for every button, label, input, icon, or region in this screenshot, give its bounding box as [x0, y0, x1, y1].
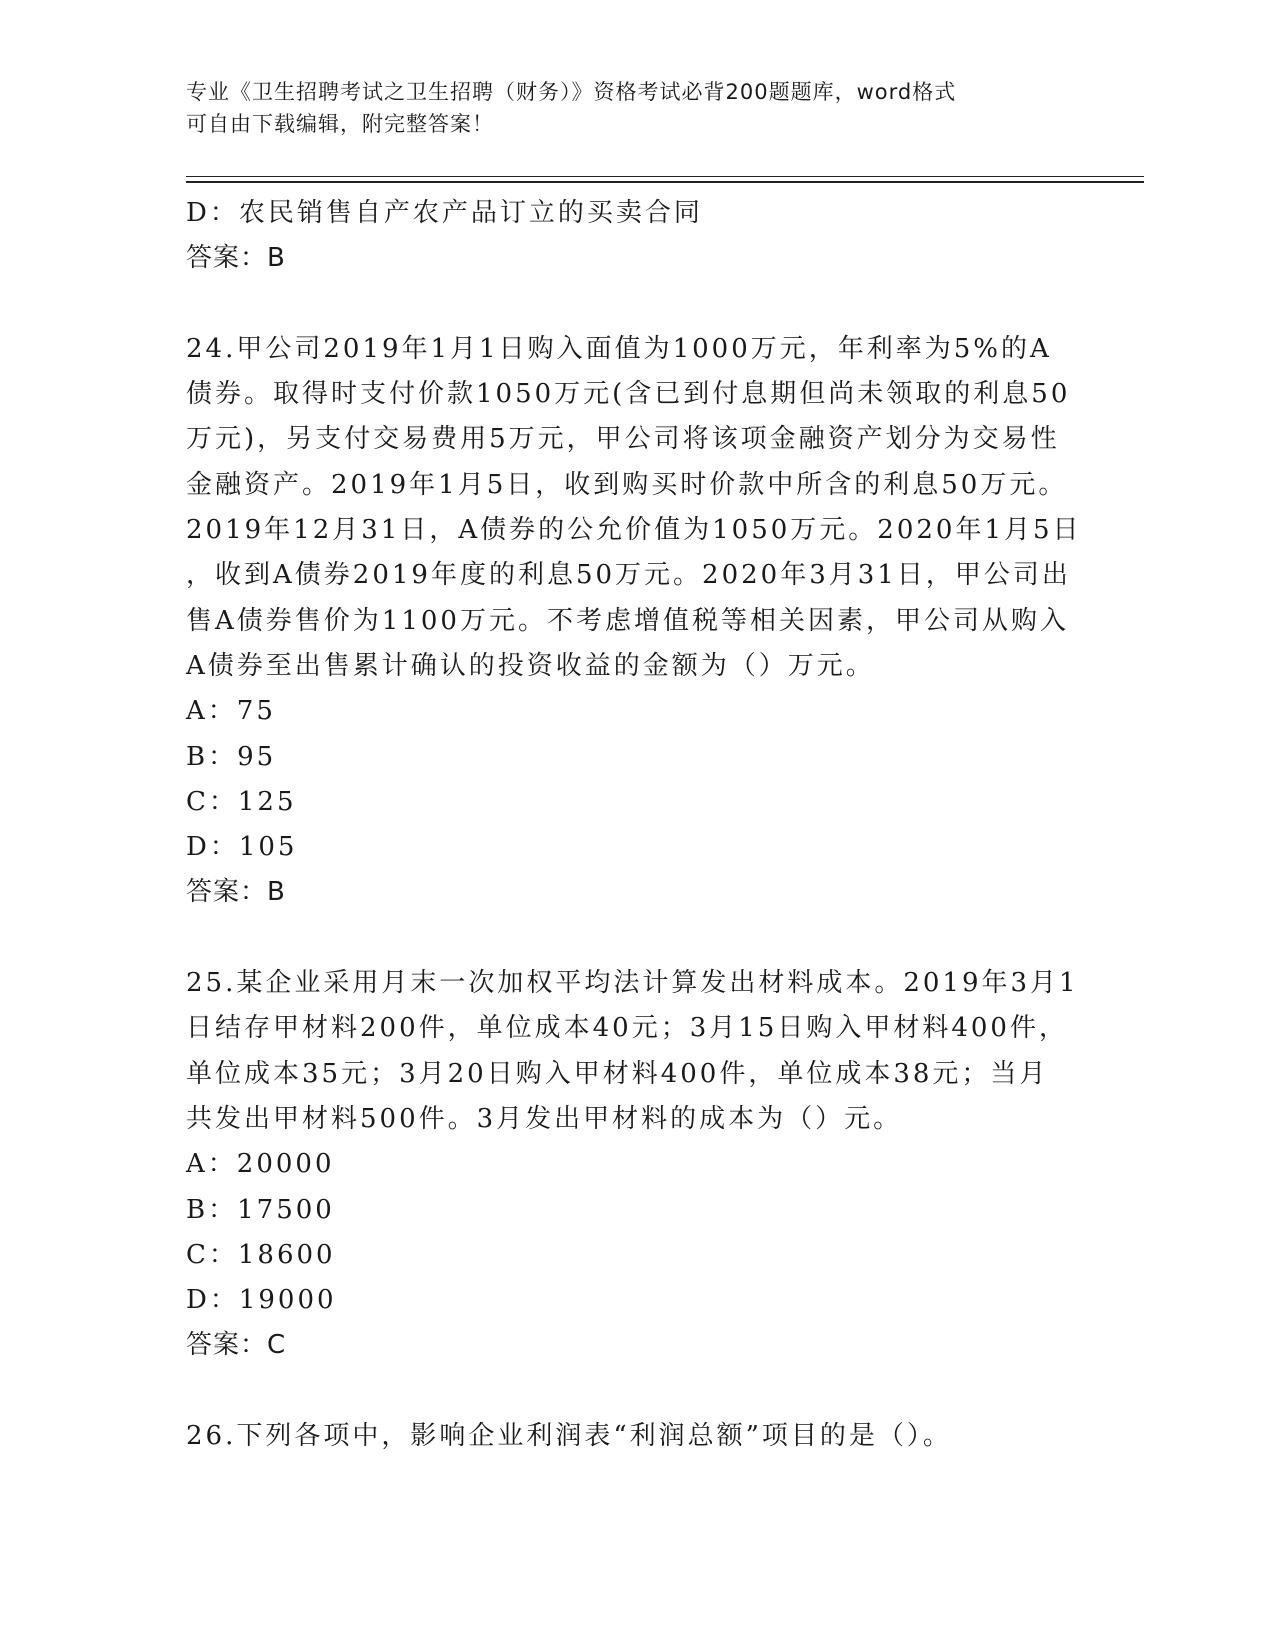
question-24-line: 万元)，另支付交易费用5万元，甲公司将该项金融资产划分为交易性 [186, 424, 1060, 455]
document-body [186, 191, 1086, 1459]
question-25-option-c: C：18600 [186, 1239, 336, 1270]
header-line-1: 专业《卫生招聘考试之卫生招聘（财务）》资格考试必背200题题库，word格式 [186, 80, 957, 104]
question-24-option-b: B：95 [186, 741, 277, 772]
spacer [186, 916, 1086, 961]
question-25-option-d: D：19000 [186, 1285, 337, 1316]
question-25-line: 25.某企业采用月末一次加权平均法计算发出材料成本。2019年3月1 [186, 968, 1079, 999]
prev-answer: 答案：B [186, 243, 286, 274]
question-24-line: 债券。取得时支付价款1050万元(含已到付息期但尚未领取的利息50 [186, 379, 1071, 410]
question-26 [186, 1414, 1086, 1459]
question-24-line: ，收到A债券2019年度的利息50万元。2020年3月31日，甲公司出 [186, 560, 1071, 591]
question-25-option-b: B：17500 [186, 1194, 335, 1225]
question-24 [186, 327, 1086, 916]
question-24-line: 24.甲公司2019年1月1日购入面值为1000万元，年利率为5%的A [186, 333, 1052, 364]
question-24-option-c: C：125 [186, 786, 297, 817]
prev-option-d: D：农民销售自产农产品订立的买卖合同 [186, 198, 703, 228]
question-24-line: 售A债券售价为1100万元。不考虑增值税等相关因素，甲公司从购入 [186, 605, 1069, 636]
header-line-2: 可自由下载编辑，附完整答案！ [186, 112, 494, 136]
question-24-line: 金融资产。2019年1月5日，收到购买时价款中所含的利息50万元。 [186, 469, 1068, 500]
question-24-option-d: D：105 [186, 832, 298, 863]
spacer [186, 282, 1086, 327]
header-divider-thick [186, 181, 1144, 183]
question-24-option-a: A：75 [186, 696, 276, 727]
question-25 [186, 961, 1086, 1369]
question-25-line: 共发出甲材料500件。3月发出甲材料的成本为（）元。 [186, 1103, 903, 1134]
page-header [186, 76, 1066, 140]
question-24-answer: 答案：B [186, 877, 286, 908]
header-divider-thin [186, 176, 1144, 177]
question-25-option-a: A：20000 [186, 1149, 335, 1180]
question-25-line: 日结存甲材料200件，单位成本40元；3月15日购入甲材料400件， [186, 1013, 1068, 1044]
question-24-line: A债券至出售累计确认的投资收益的金额为（）万元。 [186, 650, 875, 681]
question-25-answer: 答案：C [186, 1330, 287, 1361]
question-24-line: 2019年12月31日，A债券的公允价值为1050万元。2020年1月5日 [186, 515, 1082, 546]
question-26-line: 26.下列各项中，影响企业利润表“利润总额”项目的是（）。 [186, 1421, 952, 1452]
spacer [186, 1369, 1086, 1414]
question-25-line: 单位成本35元；3月20日购入甲材料400件，单位成本38元；当月 [186, 1058, 1049, 1089]
